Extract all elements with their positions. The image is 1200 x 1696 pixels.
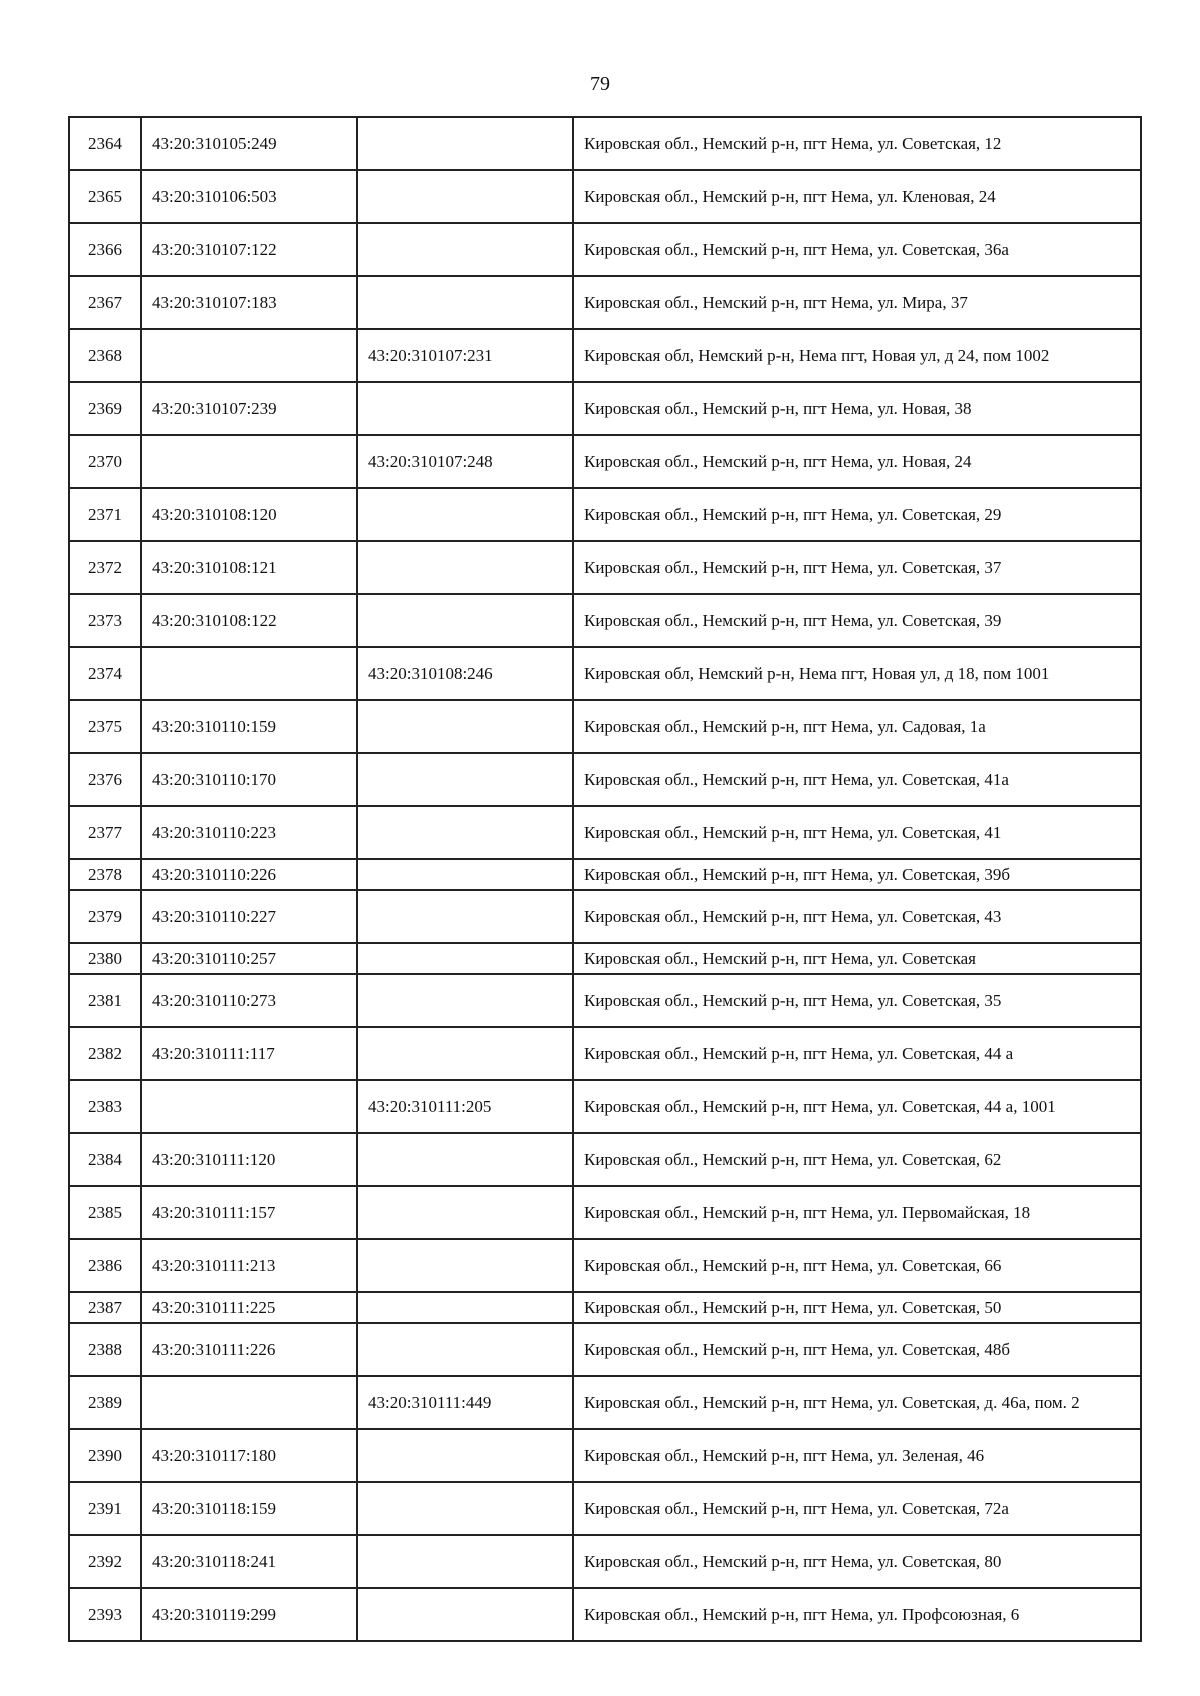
row-number-cell: 2364 [69, 117, 141, 170]
cadastral-number-cell: 43:20:310108:121 [141, 541, 357, 594]
table-row [69, 1429, 1141, 1482]
table-row [69, 170, 1141, 223]
cadastral-number-cell: 43:20:310110:227 [141, 890, 357, 943]
table-row [69, 943, 1141, 974]
table-row [69, 806, 1141, 859]
row-number-cell: 2393 [69, 1588, 141, 1641]
row-number-cell: 2372 [69, 541, 141, 594]
address-cell: Кировская обл., Немский р-н, пгт Нема, ул. Советская, 12 [573, 117, 1141, 170]
row-number-cell: 2370 [69, 435, 141, 488]
row-number-cell: 2391 [69, 1482, 141, 1535]
address-cell: Кировская обл., Немский р-н, пгт Нема, ул. Советская, 44 а, 1001 [573, 1080, 1141, 1133]
table-row [69, 753, 1141, 806]
table-row [69, 1376, 1141, 1429]
address-cell: Кировская обл., Немский р-н, пгт Нема, ул. Советская, д. 46а, пом. 2 [573, 1376, 1141, 1429]
table-row [69, 223, 1141, 276]
table-body [69, 117, 1141, 1641]
room-cadastral-number-cell: 43:20:310108:246 [357, 647, 573, 700]
room-cadastral-number-cell [357, 1482, 573, 1535]
cadastral-number-cell: 43:20:310111:213 [141, 1239, 357, 1292]
address-cell: Кировская обл., Немский р-н, пгт Нема, ул. Советская, 72а [573, 1482, 1141, 1535]
table-row [69, 435, 1141, 488]
property-register-table [68, 116, 1142, 1642]
cadastral-number-cell: 43:20:310108:122 [141, 594, 357, 647]
room-cadastral-number-cell [357, 1239, 573, 1292]
room-cadastral-number-cell [357, 890, 573, 943]
cadastral-number-cell: 43:20:310111:120 [141, 1133, 357, 1186]
row-number-cell: 2382 [69, 1027, 141, 1080]
cadastral-number-cell: 43:20:310110:159 [141, 700, 357, 753]
table-row [69, 1239, 1141, 1292]
table-row [69, 1027, 1141, 1080]
row-number-cell: 2379 [69, 890, 141, 943]
row-number-cell: 2390 [69, 1429, 141, 1482]
cadastral-number-cell: 43:20:310110:170 [141, 753, 357, 806]
cadastral-number-cell: 43:20:310110:226 [141, 859, 357, 890]
room-cadastral-number-cell [357, 1133, 573, 1186]
table-row [69, 1133, 1141, 1186]
row-number-cell: 2387 [69, 1292, 141, 1323]
address-cell: Кировская обл., Немский р-н, пгт Нема, ул. Кленовая, 24 [573, 170, 1141, 223]
table-row [69, 382, 1141, 435]
address-cell: Кировская обл., Немский р-н, пгт Нема, ул. Советская, 39 [573, 594, 1141, 647]
row-number-cell: 2381 [69, 974, 141, 1027]
row-number-cell: 2374 [69, 647, 141, 700]
room-cadastral-number-cell [357, 223, 573, 276]
row-number-cell: 2386 [69, 1239, 141, 1292]
room-cadastral-number-cell [357, 1588, 573, 1641]
room-cadastral-number-cell [357, 806, 573, 859]
room-cadastral-number-cell [357, 859, 573, 890]
table-row [69, 1323, 1141, 1376]
address-cell: Кировская обл., Немский р-н, пгт Нема, ул. Советская, 36а [573, 223, 1141, 276]
cadastral-number-cell [141, 329, 357, 382]
cadastral-number-cell [141, 435, 357, 488]
cadastral-number-cell: 43:20:310111:157 [141, 1186, 357, 1239]
row-number-cell: 2369 [69, 382, 141, 435]
table-row [69, 488, 1141, 541]
address-cell: Кировская обл., Немский р-н, пгт Нема, ул. Советская, 43 [573, 890, 1141, 943]
row-number-cell: 2388 [69, 1323, 141, 1376]
table-row [69, 1292, 1141, 1323]
row-number-cell: 2376 [69, 753, 141, 806]
row-number-cell: 2380 [69, 943, 141, 974]
address-cell: Кировская обл., Немский р-н, пгт Нема, ул. Советская, 50 [573, 1292, 1141, 1323]
table-row [69, 890, 1141, 943]
cadastral-number-cell: 43:20:310105:249 [141, 117, 357, 170]
room-cadastral-number-cell [357, 753, 573, 806]
cadastral-number-cell: 43:20:310110:273 [141, 974, 357, 1027]
row-number-cell: 2378 [69, 859, 141, 890]
room-cadastral-number-cell [357, 1186, 573, 1239]
room-cadastral-number-cell [357, 488, 573, 541]
table-row [69, 117, 1141, 170]
address-cell: Кировская обл, Немский р-н, Нема пгт, Новая ул, д 18, пом 1001 [573, 647, 1141, 700]
room-cadastral-number-cell [357, 541, 573, 594]
room-cadastral-number-cell [357, 170, 573, 223]
room-cadastral-number-cell: 43:20:310111:449 [357, 1376, 573, 1429]
cadastral-number-cell: 43:20:310119:299 [141, 1588, 357, 1641]
table-row [69, 647, 1141, 700]
room-cadastral-number-cell [357, 117, 573, 170]
cadastral-number-cell: 43:20:310118:241 [141, 1535, 357, 1588]
table-row [69, 1535, 1141, 1588]
room-cadastral-number-cell [357, 1429, 573, 1482]
cadastral-number-cell: 43:20:310110:223 [141, 806, 357, 859]
cadastral-number-cell: 43:20:310111:117 [141, 1027, 357, 1080]
cadastral-number-cell: 43:20:310107:183 [141, 276, 357, 329]
room-cadastral-number-cell [357, 594, 573, 647]
address-cell: Кировская обл., Немский р-н, пгт Нема, ул. Советская, 48б [573, 1323, 1141, 1376]
address-cell: Кировская обл., Немский р-н, пгт Нема, ул. Советская, 41 [573, 806, 1141, 859]
address-cell: Кировская обл., Немский р-н, пгт Нема, ул. Новая, 38 [573, 382, 1141, 435]
address-cell: Кировская обл., Немский р-н, пгт Нема, ул. Советская, 39б [573, 859, 1141, 890]
table-row [69, 276, 1141, 329]
room-cadastral-number-cell: 43:20:310107:231 [357, 329, 573, 382]
address-cell: Кировская обл., Немский р-н, пгт Нема, ул. Советская, 41а [573, 753, 1141, 806]
row-number-cell: 2384 [69, 1133, 141, 1186]
table-row [69, 700, 1141, 753]
address-cell: Кировская обл., Немский р-н, пгт Нема, ул. Советская [573, 943, 1141, 974]
cadastral-number-cell: 43:20:310108:120 [141, 488, 357, 541]
room-cadastral-number-cell [357, 700, 573, 753]
row-number-cell: 2375 [69, 700, 141, 753]
cadastral-number-cell: 43:20:310107:122 [141, 223, 357, 276]
cadastral-number-cell [141, 647, 357, 700]
room-cadastral-number-cell: 43:20:310111:205 [357, 1080, 573, 1133]
row-number-cell: 2373 [69, 594, 141, 647]
row-number-cell: 2385 [69, 1186, 141, 1239]
table-row [69, 974, 1141, 1027]
room-cadastral-number-cell [357, 276, 573, 329]
row-number-cell: 2371 [69, 488, 141, 541]
room-cadastral-number-cell [357, 1027, 573, 1080]
room-cadastral-number-cell [357, 943, 573, 974]
cadastral-number-cell: 43:20:310111:226 [141, 1323, 357, 1376]
cadastral-number-cell: 43:20:310111:225 [141, 1292, 357, 1323]
address-cell: Кировская обл., Немский р-н, пгт Нема, ул. Советская, 37 [573, 541, 1141, 594]
table-row [69, 1588, 1141, 1641]
room-cadastral-number-cell: 43:20:310107:248 [357, 435, 573, 488]
room-cadastral-number-cell [357, 974, 573, 1027]
table-row [69, 1080, 1141, 1133]
row-number-cell: 2367 [69, 276, 141, 329]
cadastral-number-cell: 43:20:310107:239 [141, 382, 357, 435]
row-number-cell: 2383 [69, 1080, 141, 1133]
row-number-cell: 2377 [69, 806, 141, 859]
cadastral-number-cell: 43:20:310106:503 [141, 170, 357, 223]
row-number-cell: 2365 [69, 170, 141, 223]
row-number-cell: 2366 [69, 223, 141, 276]
row-number-cell: 2389 [69, 1376, 141, 1429]
address-cell: Кировская обл., Немский р-н, пгт Нема, ул. Советская, 35 [573, 974, 1141, 1027]
table-row [69, 1186, 1141, 1239]
room-cadastral-number-cell [357, 1292, 573, 1323]
address-cell: Кировская обл, Немский р-н, Нема пгт, Новая ул, д 24, пом 1002 [573, 329, 1141, 382]
address-cell: Кировская обл., Немский р-н, пгт Нема, ул. Советская, 80 [573, 1535, 1141, 1588]
address-cell: Кировская обл., Немский р-н, пгт Нема, ул. Профсоюзная, 6 [573, 1588, 1141, 1641]
cadastral-number-cell: 43:20:310117:180 [141, 1429, 357, 1482]
table-row [69, 859, 1141, 890]
address-cell: Кировская обл., Немский р-н, пгт Нема, ул. Новая, 24 [573, 435, 1141, 488]
room-cadastral-number-cell [357, 1535, 573, 1588]
table-row [69, 594, 1141, 647]
table-row [69, 1482, 1141, 1535]
cadastral-number-cell: 43:20:310110:257 [141, 943, 357, 974]
row-number-cell: 2392 [69, 1535, 141, 1588]
address-cell: Кировская обл., Немский р-н, пгт Нема, ул. Советская, 29 [573, 488, 1141, 541]
address-cell: Кировская обл., Немский р-н, пгт Нема, ул. Зеленая, 46 [573, 1429, 1141, 1482]
room-cadastral-number-cell [357, 382, 573, 435]
cadastral-number-cell [141, 1080, 357, 1133]
page-number: 79 [590, 73, 610, 95]
address-cell: Кировская обл., Немский р-н, пгт Нема, ул. Советская, 66 [573, 1239, 1141, 1292]
address-cell: Кировская обл., Немский р-н, пгт Нема, ул. Советская, 44 а [573, 1027, 1141, 1080]
table-row [69, 541, 1141, 594]
cadastral-number-cell: 43:20:310118:159 [141, 1482, 357, 1535]
address-cell: Кировская обл., Немский р-н, пгт Нема, ул. Первомайская, 18 [573, 1186, 1141, 1239]
address-cell: Кировская обл., Немский р-н, пгт Нема, ул. Садовая, 1а [573, 700, 1141, 753]
row-number-cell: 2368 [69, 329, 141, 382]
table-row [69, 329, 1141, 382]
address-cell: Кировская обл., Немский р-н, пгт Нема, ул. Мира, 37 [573, 276, 1141, 329]
cadastral-number-cell [141, 1376, 357, 1429]
room-cadastral-number-cell [357, 1323, 573, 1376]
address-cell: Кировская обл., Немский р-н, пгт Нема, ул. Советская, 62 [573, 1133, 1141, 1186]
